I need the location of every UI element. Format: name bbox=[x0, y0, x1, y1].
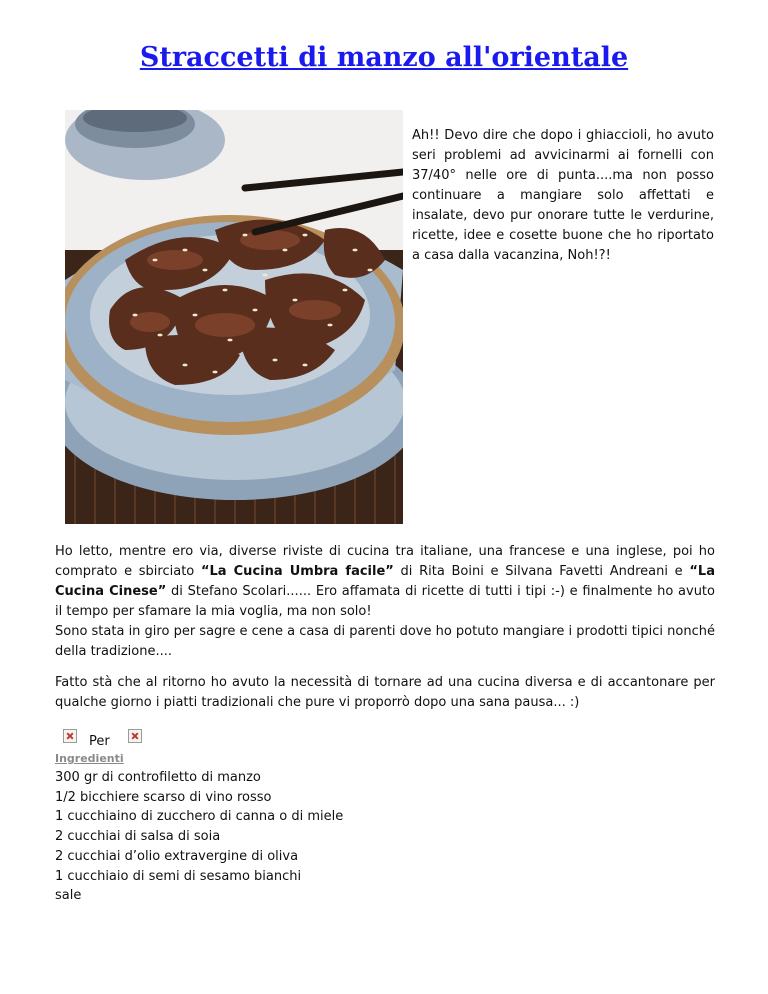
ingredient-item: 1/2 bicchiere scarso di vino rosso bbox=[55, 789, 272, 805]
paragraph-reading bbox=[55, 542, 715, 662]
paragraph-return: Fatto stà che al ritorno ho avuto la necessità di tornare ad una cucina diversa e di accantonare per qualche giorno i piatti tradizionali che pure vi proporrò dopo una sana pausa... :) bbox=[55, 675, 715, 710]
ingredient-item: 1 cucchiaino di zucchero di canna o di miele bbox=[55, 809, 344, 825]
per-label: Per bbox=[89, 734, 110, 749]
paragraph-text: di Stefano Scolari...... Ero affamata di ricette di tutti i tipi :-) e finalmente ho avuto il tempo per sfamare la mia voglia, ma non solo! bbox=[55, 584, 715, 619]
paragraph-text: Ho letto, mentre ero via, diverse riviste di cucina tra italiane, una francese e una inglese, poi ho comprato e sbirciato bbox=[55, 544, 715, 579]
broken-image-icon bbox=[63, 729, 77, 743]
ingredient-item: sale bbox=[55, 888, 82, 904]
broken-image-icon bbox=[128, 729, 142, 743]
paragraph-text: Sono stata in giro per sagre e cene a casa di parenti dove ho potuto mangiare i prodotti tipici nonché della tradizione.... bbox=[55, 624, 715, 659]
ingredient-item: 2 cucchiai d’olio extravergine di oliva bbox=[55, 848, 299, 864]
intro-paragraph: Ah!! Devo dire che dopo i ghiaccioli, ho avuto seri problemi ad avvicinarmi ai fornelli con 37/40° nelle ore di punta....ma non posso continuare a mangiare solo affettati e insalate, devo pur onorare tutte le verdurine, ricette, idee e cosette buone che ho riportato a casa dalla vacanzina, Noh!?! bbox=[412, 128, 714, 263]
book-title-umbra: “La Cucina Umbra facile” bbox=[200, 564, 394, 579]
per-row bbox=[63, 727, 142, 749]
page-title[interactable]: Straccetti di manzo all'orientale bbox=[139, 42, 629, 73]
dish-photo bbox=[65, 110, 403, 524]
ingredients-heading[interactable]: Ingredienti bbox=[55, 752, 124, 765]
paragraph-text: di Rita Boini e Silvana Favetti Andreani e bbox=[393, 564, 690, 579]
ingredient-item: 1 cucchiaio di semi di sesamo bianchi bbox=[55, 868, 302, 884]
ingredients-list bbox=[55, 768, 343, 906]
book-title-cinese: “La Cucina Cinese” bbox=[55, 564, 715, 599]
ingredient-item: 2 cucchiai di salsa di soia bbox=[55, 829, 221, 845]
ingredient-item: 300 gr di controfiletto di manzo bbox=[55, 770, 261, 785]
